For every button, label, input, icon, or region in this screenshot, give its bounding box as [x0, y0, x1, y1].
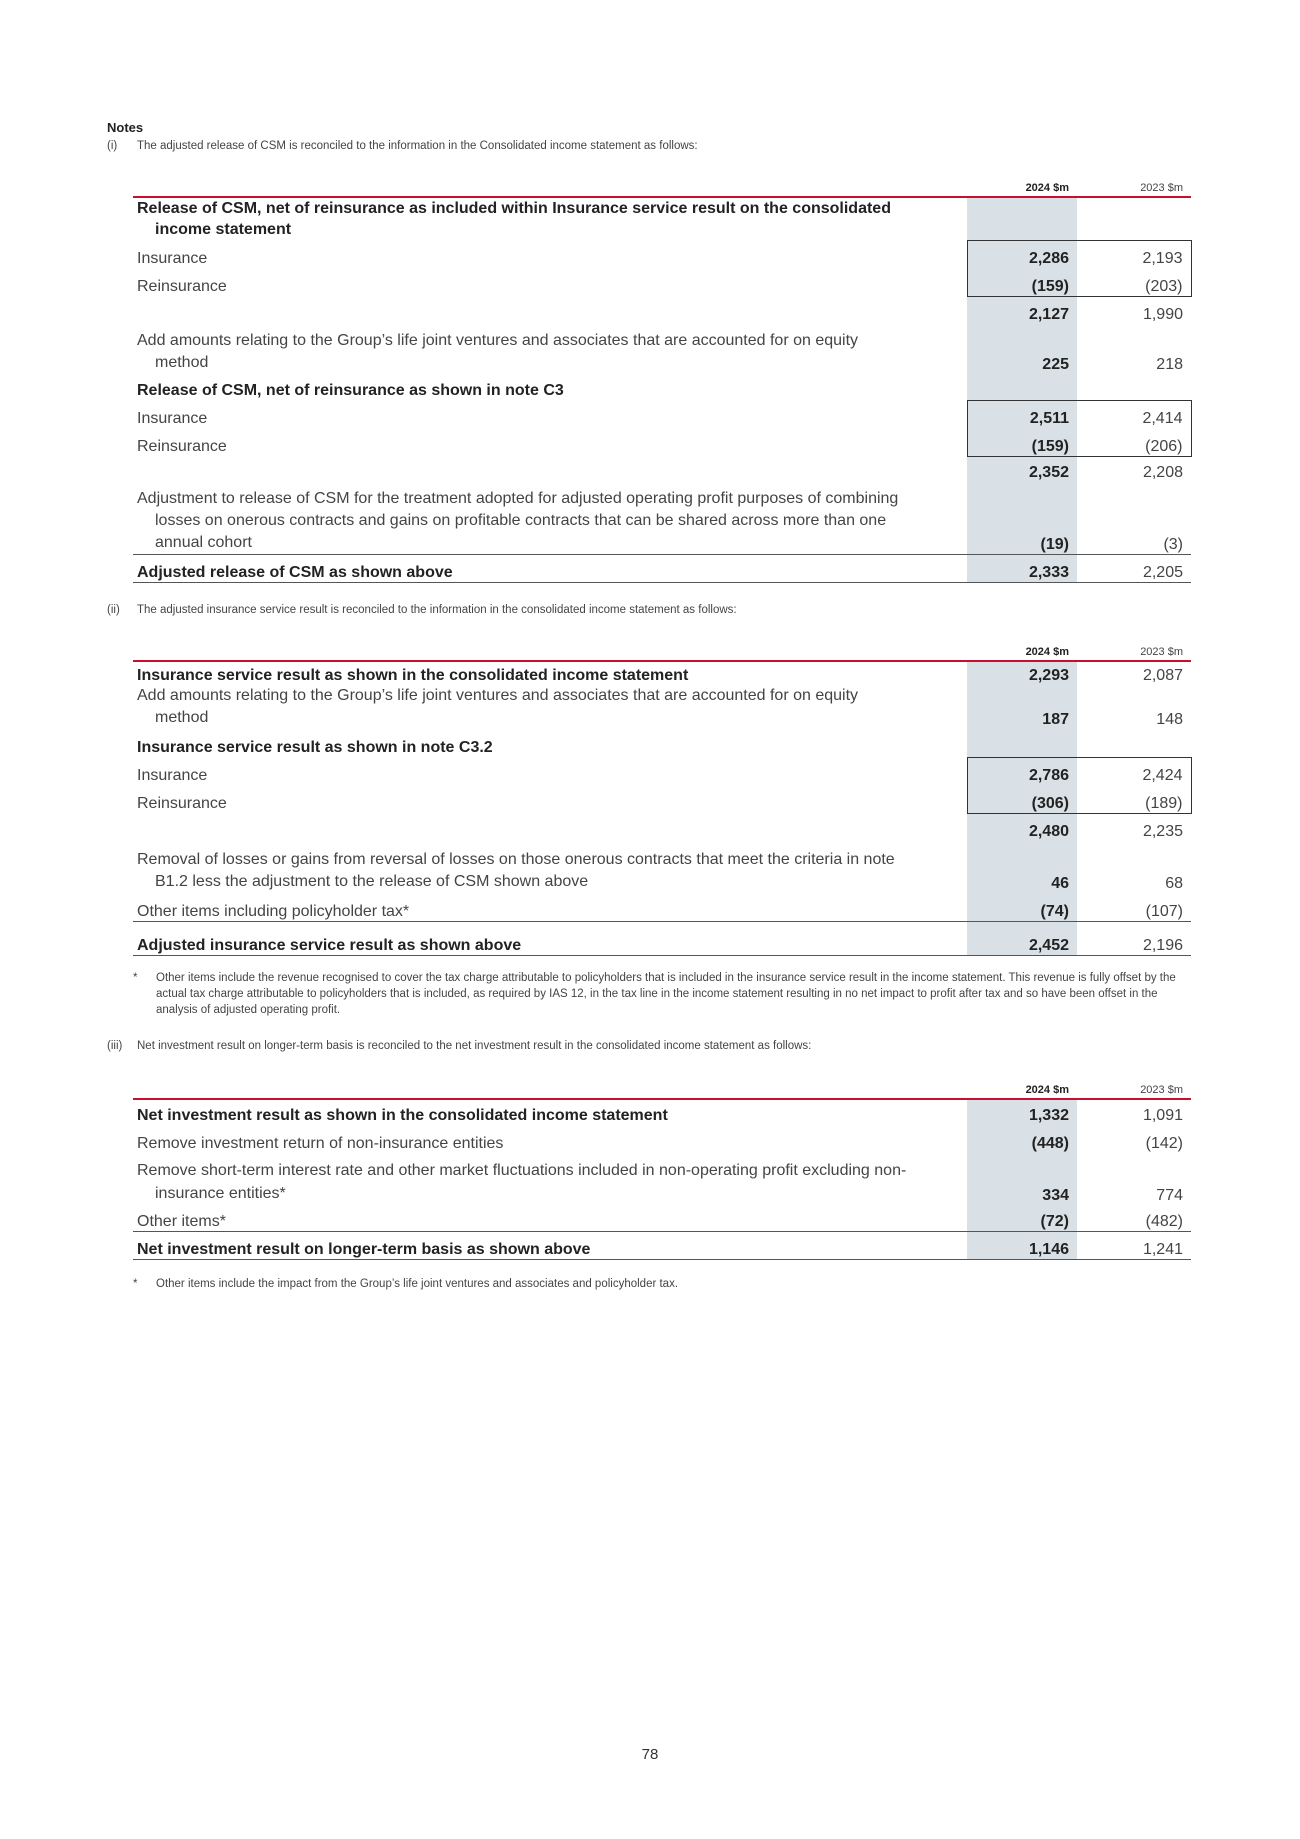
- value-2024: 2,480: [967, 813, 1077, 841]
- row-label-cont: insurance entities*: [155, 1185, 286, 1202]
- value-2023: 1,990: [1142, 306, 1183, 323]
- value-2024: 1,332: [967, 1099, 1077, 1125]
- notes-title: Notes: [107, 120, 144, 135]
- note-iii-intro: [107, 1040, 811, 1052]
- value-2024: 187: [967, 685, 1077, 729]
- value-2023: 1,241: [1077, 1231, 1191, 1259]
- value-2024: (306): [967, 785, 1077, 813]
- table-row: [133, 197, 1191, 240]
- row-label: Insurance service result as shown in the consolidated income statement: [137, 667, 689, 684]
- table-row: [133, 482, 1191, 555]
- value-2023: 2,424: [1077, 757, 1191, 785]
- column-header-2024: 2024 $m: [967, 172, 1077, 197]
- value-2023: (203): [1077, 268, 1191, 296]
- row-label-cont: method: [155, 709, 209, 726]
- table-row: [133, 428, 1191, 456]
- table-row: [133, 240, 1191, 268]
- page-number: 78: [641, 1746, 659, 1763]
- row-label: Release of CSM, net of reinsurance as included within Insurance service result on the consolidated: [137, 200, 891, 217]
- row-label: Remove investment return of non-insurance entities: [137, 1135, 504, 1152]
- value-2023: 2,087: [1142, 667, 1183, 684]
- column-header-2024: 2024 $m: [967, 636, 1077, 661]
- value-2023: 68: [1165, 875, 1183, 892]
- row-label: Other items including policyholder tax*: [133, 893, 967, 921]
- value-2023: (206): [1077, 428, 1191, 456]
- table-header-row: [133, 172, 1191, 197]
- value-2024: 46: [967, 841, 1077, 893]
- note-intro-text: Net investment result on longer-term basis is reconciled to the net investment result in the consolidated income statement as follows:: [137, 1040, 812, 1052]
- table-row: [133, 400, 1191, 428]
- row-label-cont: losses on onerous contracts and gains on profitable contracts that can be shared across more than one: [155, 512, 887, 529]
- footnote-marker: *: [133, 1278, 138, 1290]
- row-label: Removal of losses or gains from reversal of losses on those onerous contracts that meet the criteria in note: [137, 851, 895, 868]
- value-2024: (19): [967, 482, 1077, 555]
- row-label: Reinsurance: [137, 278, 227, 295]
- value-2023: 2,193: [1077, 240, 1191, 268]
- row-label: Add amounts relating to the Group’s life joint ventures and associates that are accounted for on equity: [137, 332, 859, 349]
- value-2023: (189): [1077, 785, 1191, 813]
- value-2024: 225: [967, 324, 1077, 374]
- row-label: Adjustment to release of CSM for the treatment adopted for adjusted operating profit purposes of combining: [137, 490, 899, 507]
- column-header-2023: 2023 $m: [1077, 1074, 1191, 1099]
- footnote-iii: [133, 1276, 1193, 1292]
- table-row: [133, 268, 1191, 296]
- value-2023: (3): [1077, 482, 1191, 555]
- value-2024: (159): [967, 268, 1077, 296]
- row-label: Net investment result as shown in the consolidated income statement: [137, 1107, 668, 1124]
- table-row: [133, 661, 1191, 685]
- table-row: [133, 893, 1191, 921]
- subtotal-row: [133, 296, 1191, 324]
- value-2024: 2,333: [967, 555, 1077, 583]
- row-label-cont: annual cohort: [155, 534, 252, 551]
- net-investment-result-table: [133, 1074, 1191, 1260]
- footnote-text: Other items include the revenue recognised to cover the tax charge attributable to policyholders that is included in the insurance service result in the income statement. This revenue is fully offset by the actual tax charge attributable to policyholders that is included, as required by IAS 12, in the tax line in the income statement resulting in no net impact to profit after tax and so have been offset in the analysis of adjusted operating profit.: [156, 972, 1176, 1016]
- row-label: Insurance: [137, 410, 208, 427]
- subtotal-row: [133, 456, 1191, 482]
- note-number: (ii): [107, 604, 120, 616]
- column-header-2023: 2023 $m: [1077, 636, 1191, 661]
- value-2024: 2,127: [967, 296, 1077, 324]
- note-intro-text: The adjusted insurance service result is reconciled to the information in the consolidated income statement as follows:: [137, 604, 737, 616]
- footnote-marker: *: [133, 972, 138, 984]
- table-row: [133, 324, 1191, 374]
- value-2023: 2,235: [1142, 823, 1183, 840]
- value-2024: (74): [967, 893, 1077, 921]
- value-2024: 2,786: [967, 757, 1077, 785]
- csm-reconciliation-table: [133, 172, 1192, 583]
- value-2024: 2,511: [967, 400, 1077, 428]
- note-ii-intro: [107, 604, 737, 616]
- note-number: (i): [107, 140, 118, 152]
- value-2023: 2,208: [1142, 464, 1183, 481]
- row-label-cont: B1.2 less the adjustment to the release of CSM shown above: [155, 873, 589, 890]
- total-row: [133, 921, 1191, 955]
- total-row: [133, 555, 1191, 583]
- table-row: [133, 757, 1191, 785]
- note-number: (iii): [107, 1040, 123, 1052]
- subtotal-row: [133, 813, 1191, 841]
- value-2023: (142): [1145, 1135, 1183, 1152]
- value-2024: 334: [967, 1153, 1077, 1205]
- total-row: [133, 1231, 1191, 1259]
- row-label-cont: method: [155, 354, 209, 371]
- note-intro-text: The adjusted release of CSM is reconciled to the information in the Consolidated income statement as follows:: [137, 140, 698, 152]
- table-row: [133, 374, 1191, 400]
- table-row: [133, 685, 1191, 729]
- value-2023: 1,091: [1142, 1107, 1183, 1124]
- value-2023: 2,414: [1077, 400, 1191, 428]
- table-row: [133, 1205, 1191, 1231]
- value-2023: 218: [1156, 356, 1183, 373]
- footnote-ii: [133, 970, 1193, 1018]
- table-row: [133, 1125, 1191, 1153]
- table-row: [133, 841, 1191, 893]
- table-row: [133, 785, 1191, 813]
- row-label: Insurance: [137, 767, 208, 784]
- footnote-text: Other items include the impact from the Group’s life joint ventures and associates and policyholder tax.: [156, 1278, 679, 1290]
- value-2023: 774: [1156, 1187, 1183, 1204]
- value-2024: 2,293: [967, 661, 1077, 685]
- table-row: [133, 1153, 1191, 1205]
- row-label: Release of CSM, net of reinsurance as shown in note C3: [137, 382, 564, 399]
- value-2024: 2,452: [967, 921, 1077, 955]
- row-label: Insurance service result as shown in note C3.2: [137, 739, 493, 756]
- value-2023: (107): [1077, 893, 1191, 921]
- value-2024: 2,286: [967, 240, 1077, 268]
- value-2023: 2,205: [1077, 555, 1191, 583]
- table-header-row: [133, 1074, 1191, 1099]
- value-2024: 2,352: [967, 456, 1077, 482]
- value-2024: (448): [967, 1125, 1077, 1153]
- value-2023: 2,196: [1077, 921, 1191, 955]
- table-row: [133, 729, 1191, 757]
- table-row: [133, 1099, 1191, 1125]
- table-header-row: [133, 636, 1191, 661]
- row-label: Adjusted insurance service result as shown above: [133, 921, 967, 955]
- row-label: Net investment result on longer-term basis as shown above: [133, 1231, 967, 1259]
- column-header-2023: 2023 $m: [1077, 172, 1191, 197]
- value-2024: 1,146: [967, 1231, 1077, 1259]
- note-i-intro: [107, 140, 698, 152]
- row-label: Reinsurance: [137, 438, 227, 455]
- row-label: Reinsurance: [137, 795, 227, 812]
- value-2023: (482): [1077, 1205, 1191, 1231]
- row-label: Remove short-term interest rate and other market fluctuations included in non-operating profit excluding non-: [137, 1162, 907, 1179]
- row-label-cont: income statement: [155, 221, 292, 238]
- value-2023: 148: [1156, 711, 1183, 728]
- row-label: Adjusted release of CSM as shown above: [133, 555, 967, 583]
- insurance-service-result-table: [133, 636, 1192, 956]
- row-label: Add amounts relating to the Group’s life joint ventures and associates that are accounted for on equity: [137, 687, 859, 704]
- column-header-2024: 2024 $m: [967, 1074, 1077, 1099]
- row-label: Other items*: [133, 1205, 967, 1231]
- row-label: Insurance: [137, 250, 208, 267]
- value-2024: (159): [967, 428, 1077, 456]
- value-2024: (72): [967, 1205, 1077, 1231]
